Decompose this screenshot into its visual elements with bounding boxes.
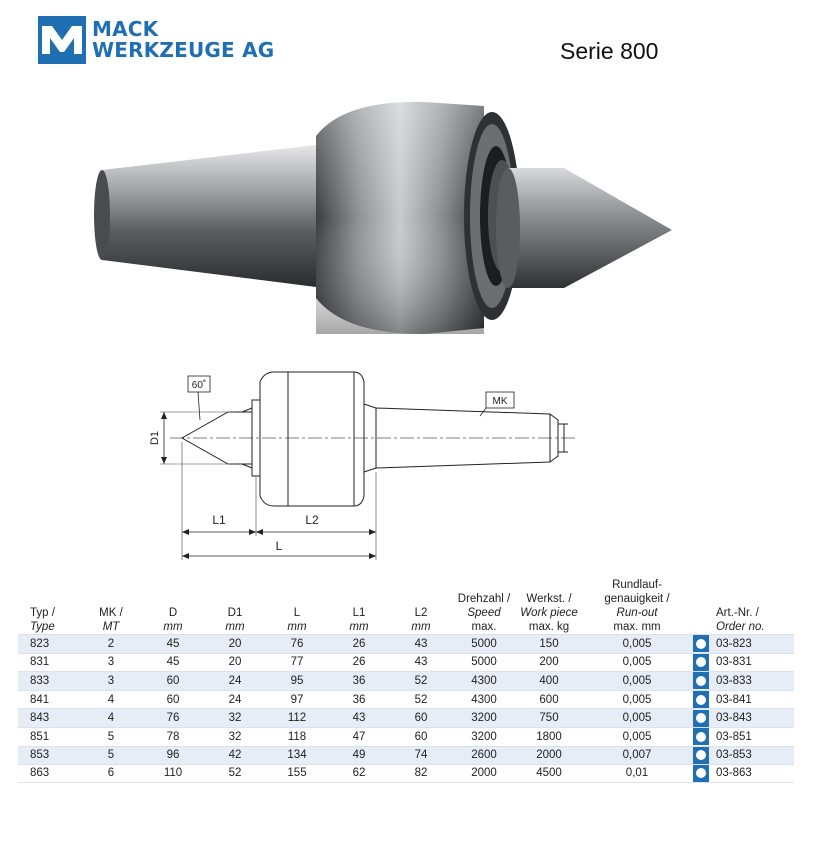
table-cell: 76 bbox=[166, 712, 180, 725]
table-cell: 0,005 bbox=[622, 656, 652, 669]
table-cell: 150 bbox=[539, 637, 559, 650]
order-marker-cell bbox=[692, 691, 710, 708]
table-row bbox=[18, 746, 794, 765]
radio-dot-icon bbox=[696, 750, 706, 760]
order-number: 03-823 bbox=[716, 637, 752, 650]
table-cell: 26 bbox=[352, 656, 366, 669]
spec-table bbox=[18, 578, 794, 783]
table-cell: 0,005 bbox=[622, 730, 652, 743]
column-header-de: D1 bbox=[227, 607, 243, 619]
technical-drawing bbox=[140, 364, 580, 574]
table-cell: 200 bbox=[539, 656, 559, 669]
column-header-de: MK / bbox=[99, 607, 123, 619]
l-label: L bbox=[275, 539, 283, 553]
table-cell: 3 bbox=[107, 674, 115, 687]
table-cell: 49 bbox=[352, 749, 366, 762]
column-header-en: Work piece bbox=[520, 607, 578, 619]
table-header bbox=[18, 578, 794, 634]
table-cell: 2600 bbox=[471, 749, 497, 762]
table-cell: 2000 bbox=[536, 749, 562, 762]
column-header-en: mm bbox=[411, 621, 431, 633]
table-cell: 20 bbox=[228, 637, 242, 650]
order-marker-cell bbox=[692, 672, 710, 689]
table-cell: 118 bbox=[287, 730, 307, 743]
table-cell: 863 bbox=[30, 767, 50, 780]
order-checkbox-icon[interactable] bbox=[693, 635, 709, 652]
table-cell: 110 bbox=[163, 767, 183, 780]
angle-label: 60˚ bbox=[191, 380, 207, 391]
table-cell: 3200 bbox=[471, 730, 497, 743]
column-header-de: Werkst. / bbox=[526, 593, 572, 605]
table-cell: 0,007 bbox=[622, 749, 652, 762]
table-cell: 155 bbox=[287, 767, 307, 780]
table-row bbox=[18, 634, 794, 653]
order-number: 03-851 bbox=[716, 730, 752, 743]
column-header-de: L1 bbox=[352, 607, 366, 619]
table-cell: 400 bbox=[539, 674, 559, 687]
radio-dot-icon bbox=[696, 768, 706, 778]
table-cell: 96 bbox=[166, 749, 180, 762]
column-header-5 bbox=[328, 606, 390, 634]
column-header-de: L2 bbox=[414, 607, 428, 619]
column-header-en: mm bbox=[163, 621, 183, 633]
mack-logo-icon bbox=[38, 16, 86, 64]
column-header-0 bbox=[18, 606, 80, 634]
order-checkbox-icon[interactable] bbox=[693, 747, 709, 764]
order-number: 03-863 bbox=[716, 767, 752, 780]
table-cell: 3 bbox=[107, 656, 115, 669]
table-row bbox=[18, 690, 794, 709]
table-cell: 43 bbox=[414, 656, 428, 669]
column-header-de: Art.-Nr. / bbox=[716, 607, 759, 619]
column-header-8 bbox=[516, 592, 582, 634]
mk-label: MK bbox=[492, 396, 508, 407]
d1-label: D1 bbox=[149, 430, 161, 446]
table-cell: 750 bbox=[539, 712, 559, 725]
table-cell: 36 bbox=[352, 674, 366, 687]
table-cell: 4300 bbox=[471, 674, 497, 687]
table-row bbox=[18, 653, 794, 672]
order-number: 03-853 bbox=[716, 749, 752, 762]
table-cell: 833 bbox=[30, 674, 50, 687]
table-cell: 853 bbox=[30, 749, 50, 762]
table-cell: 134 bbox=[287, 749, 307, 762]
l1-label: L1 bbox=[212, 513, 226, 527]
table-cell: 843 bbox=[30, 712, 50, 725]
order-checkbox-icon[interactable] bbox=[693, 728, 709, 745]
table-cell: 841 bbox=[30, 693, 50, 706]
table-cell: 2000 bbox=[471, 767, 497, 780]
table-cell: 4300 bbox=[471, 693, 497, 706]
table-cell: 60 bbox=[414, 712, 428, 725]
radio-dot-icon bbox=[696, 695, 706, 705]
table-cell: 5000 bbox=[471, 656, 497, 669]
table-cell: 0,005 bbox=[622, 712, 652, 725]
column-header-11 bbox=[710, 606, 794, 634]
brand-name bbox=[92, 19, 274, 61]
column-header-en: Speed bbox=[467, 607, 501, 619]
radio-dot-icon bbox=[696, 713, 706, 723]
table-cell: 95 bbox=[290, 674, 304, 687]
table-cell: 76 bbox=[290, 637, 304, 650]
column-header-7 bbox=[452, 592, 516, 634]
order-number: 03-831 bbox=[716, 656, 752, 669]
column-header-6 bbox=[390, 606, 452, 634]
radio-dot-icon bbox=[696, 639, 706, 649]
table-cell: 600 bbox=[539, 693, 559, 706]
column-header-2 bbox=[142, 606, 204, 634]
l2-label: L2 bbox=[305, 513, 319, 527]
column-header-extra: max. mm bbox=[613, 621, 661, 633]
table-cell: 4 bbox=[107, 693, 115, 706]
table-cell: 0,005 bbox=[622, 674, 652, 687]
table-cell: 32 bbox=[228, 712, 242, 725]
table-cell: 60 bbox=[166, 693, 180, 706]
brand-logo bbox=[38, 16, 274, 64]
column-header-de: L bbox=[293, 607, 301, 619]
order-marker-cell bbox=[692, 635, 710, 652]
table-cell: 32 bbox=[228, 730, 242, 743]
table-cell: 2 bbox=[107, 637, 115, 650]
table-cell: 851 bbox=[30, 730, 50, 743]
radio-dot-icon bbox=[696, 732, 706, 742]
table-cell: 5 bbox=[107, 730, 115, 743]
order-marker-cell bbox=[692, 728, 710, 745]
order-marker-cell bbox=[692, 654, 710, 671]
order-checkbox-icon[interactable] bbox=[693, 691, 709, 708]
table-cell: 4500 bbox=[536, 767, 562, 780]
table-row bbox=[18, 764, 794, 783]
table-cell: 42 bbox=[228, 749, 242, 762]
table-body bbox=[18, 634, 794, 783]
column-header-1 bbox=[80, 606, 142, 634]
column-header-en: MT bbox=[102, 621, 120, 633]
column-header-de: D bbox=[168, 607, 178, 619]
table-row bbox=[18, 671, 794, 690]
order-number: 03-843 bbox=[716, 712, 752, 725]
table-cell: 97 bbox=[290, 693, 304, 706]
brand-line-1: MACK bbox=[92, 17, 159, 41]
table-cell: 26 bbox=[352, 637, 366, 650]
table-cell: 60 bbox=[414, 730, 428, 743]
live-center-product-image bbox=[84, 88, 684, 350]
table-cell: 1800 bbox=[536, 730, 562, 743]
column-header-de2: genauigkeit / bbox=[604, 593, 670, 605]
radio-dot-icon bbox=[696, 676, 706, 686]
table-cell: 20 bbox=[228, 656, 242, 669]
column-header-de: Typ / bbox=[30, 607, 55, 619]
order-checkbox-icon[interactable] bbox=[693, 672, 709, 689]
table-cell: 3200 bbox=[471, 712, 497, 725]
series-title: Serie 800 bbox=[560, 38, 659, 64]
table-cell: 831 bbox=[30, 656, 50, 669]
radio-dot-icon bbox=[696, 657, 706, 667]
table-cell: 45 bbox=[166, 637, 180, 650]
order-checkbox-icon[interactable] bbox=[693, 654, 709, 671]
column-header-en: Order no. bbox=[716, 621, 765, 633]
order-checkbox-icon[interactable] bbox=[693, 765, 709, 782]
table-cell: 43 bbox=[414, 637, 428, 650]
table-cell: 6 bbox=[107, 767, 115, 780]
table-cell: 47 bbox=[352, 730, 366, 743]
column-header-en: Run-out bbox=[616, 607, 658, 619]
table-cell: 24 bbox=[228, 693, 242, 706]
table-cell: 5000 bbox=[471, 637, 497, 650]
table-cell: 78 bbox=[166, 730, 180, 743]
column-header-extra: max. bbox=[471, 621, 497, 633]
table-cell: 77 bbox=[290, 656, 304, 669]
table-cell: 5 bbox=[107, 749, 115, 762]
table-cell: 112 bbox=[287, 712, 307, 725]
table-cell: 60 bbox=[166, 674, 180, 687]
column-header-de: Rundlauf- bbox=[612, 579, 662, 591]
table-cell: 52 bbox=[414, 693, 428, 706]
order-marker-cell bbox=[692, 710, 710, 727]
table-cell: 45 bbox=[166, 656, 180, 669]
table-cell: 52 bbox=[228, 767, 242, 780]
order-number: 03-833 bbox=[716, 674, 752, 687]
column-header-en: mm bbox=[225, 621, 245, 633]
table-row bbox=[18, 708, 794, 727]
column-header-en: mm bbox=[287, 621, 307, 633]
column-header-de: Drehzahl / bbox=[457, 593, 511, 605]
table-cell: 823 bbox=[30, 637, 50, 650]
order-marker-cell bbox=[692, 747, 710, 764]
column-header-9 bbox=[582, 578, 692, 634]
table-cell: 0,005 bbox=[622, 693, 652, 706]
table-cell: 0,01 bbox=[625, 767, 649, 780]
column-header-3 bbox=[204, 606, 266, 634]
table-cell: 24 bbox=[228, 674, 242, 687]
order-checkbox-icon[interactable] bbox=[693, 710, 709, 727]
table-cell: 4 bbox=[107, 712, 115, 725]
order-marker-cell bbox=[692, 765, 710, 782]
column-header-4 bbox=[266, 606, 328, 634]
column-header-en: Type bbox=[30, 621, 55, 633]
table-cell: 0,005 bbox=[622, 637, 652, 650]
column-header-extra: max. kg bbox=[528, 621, 570, 633]
table-cell: 82 bbox=[414, 767, 428, 780]
table-cell: 36 bbox=[352, 693, 366, 706]
column-header-en: mm bbox=[349, 621, 369, 633]
table-cell: 43 bbox=[352, 712, 366, 725]
table-cell: 62 bbox=[352, 767, 366, 780]
order-number: 03-841 bbox=[716, 693, 752, 706]
table-cell: 74 bbox=[414, 749, 428, 762]
brand-line-2: WERKZEUGE AG bbox=[92, 38, 275, 62]
table-row bbox=[18, 727, 794, 746]
table-cell: 52 bbox=[414, 674, 428, 687]
